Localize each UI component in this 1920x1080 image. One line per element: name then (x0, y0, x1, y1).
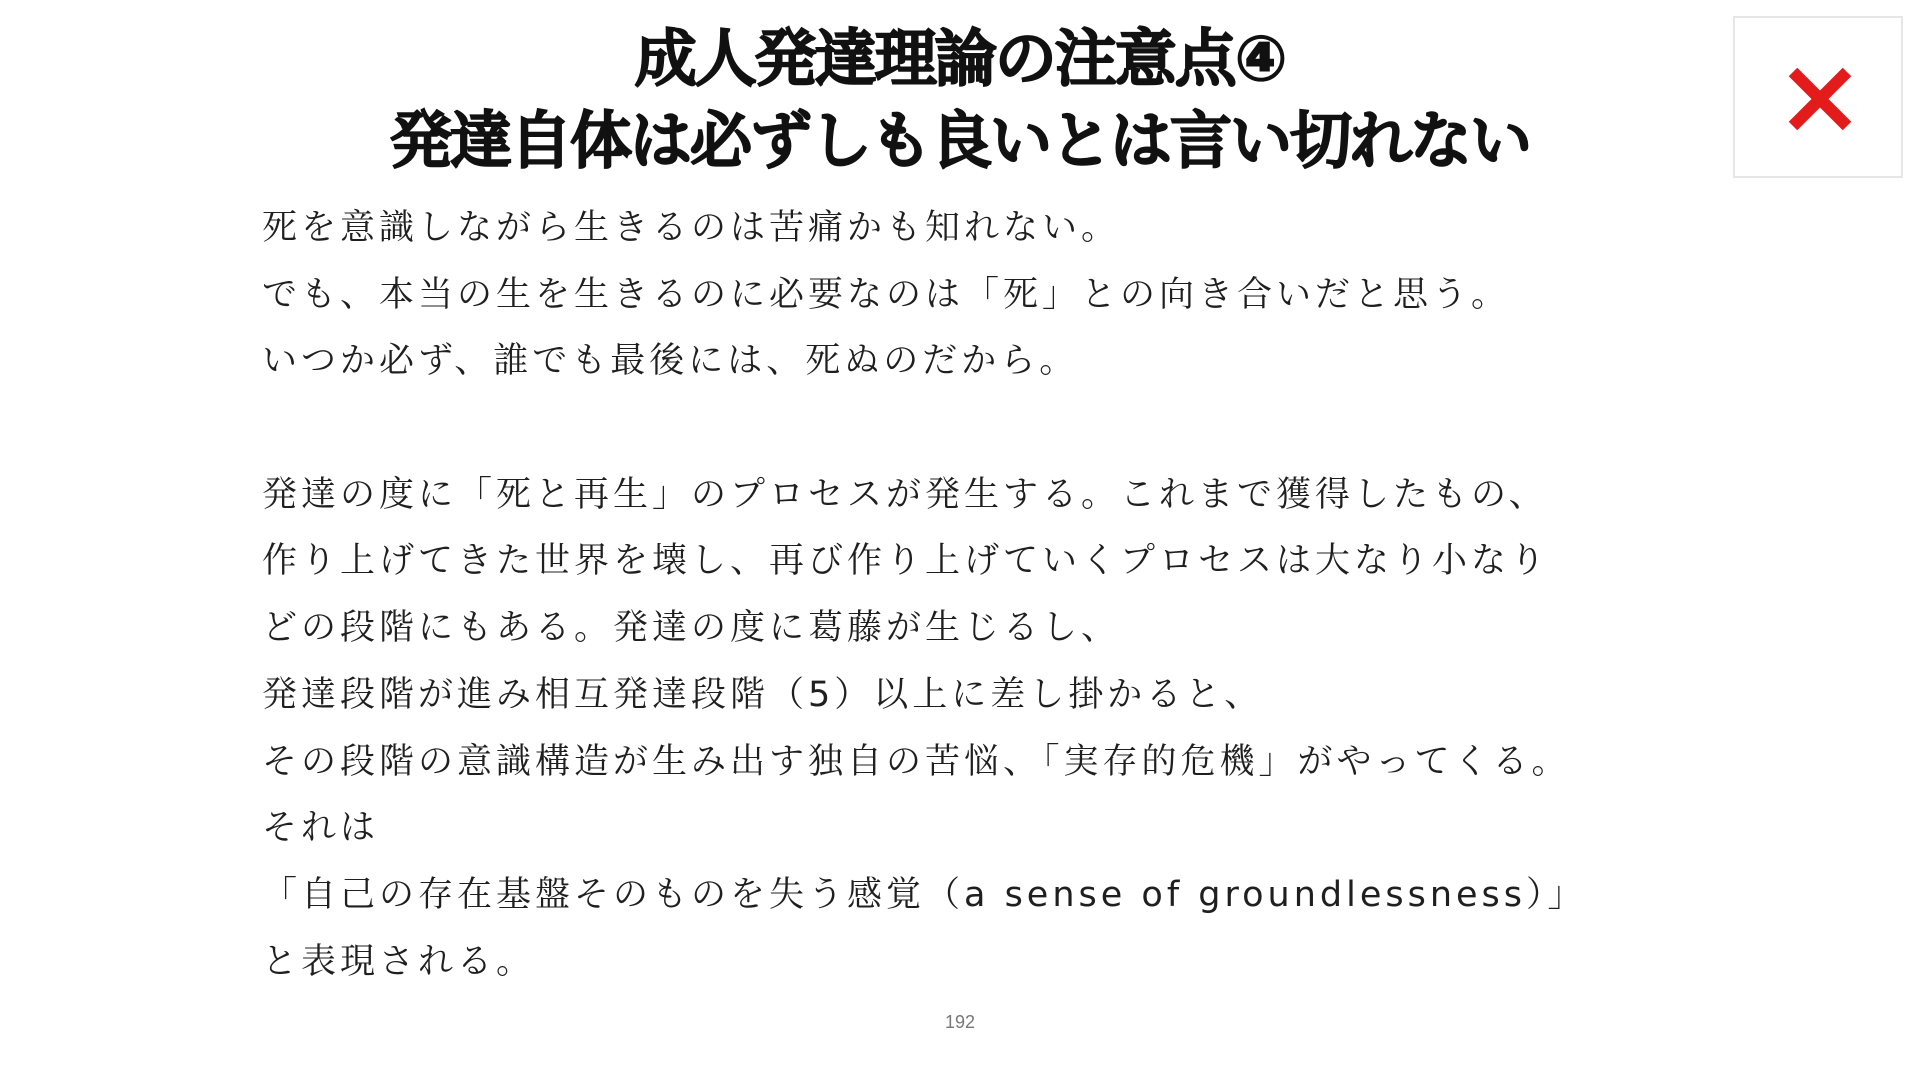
body-line: 「自己の存在基盤そのものを失う感覚（a sense of groundlessness）」 (262, 874, 1587, 915)
slide-title (0, 18, 1920, 182)
body-line: その段階の意識構造が生み出す独自の苦悩、「実存的危機」がやってくる。 (262, 741, 1571, 782)
title-line-2: 発達自体は必ずしも良いとは言い切れない (389, 104, 1530, 177)
body-line: 発達段階が進み相互発達段階（5）以上に差し掛かると、 (262, 674, 1264, 715)
body-text (262, 195, 1722, 995)
body-line: 作り上げてきた世界を壊し、再び作り上げていくプロセスは大なり小なり (262, 541, 1550, 582)
title-line-1: 成人発達理論の注意点④ (634, 22, 1286, 95)
body-line: どの段階にもある。発達の度に葛藤が生じるし、 (262, 608, 1121, 649)
body-line: 死を意識しながら生きるのは苦痛かも知れない。 (262, 208, 1121, 248)
body-line: いつか必ず、誰でも最後には、死ぬのだから。 (262, 341, 1079, 382)
body-line: でも、本当の生を生きるのに必要なのは「死」との向き合いだと思う。 (262, 274, 1511, 315)
body-line: それは (262, 808, 380, 849)
blank-line (262, 395, 1722, 462)
close-button[interactable] (1733, 16, 1903, 178)
page-number: 192 (944, 1012, 976, 1032)
close-icon (1785, 64, 1855, 134)
body-line: 発達の度に「死と再生」のプロセスが発生する。これまで獲得したもの、 (262, 474, 1548, 515)
body-line: と表現される。 (262, 941, 536, 982)
